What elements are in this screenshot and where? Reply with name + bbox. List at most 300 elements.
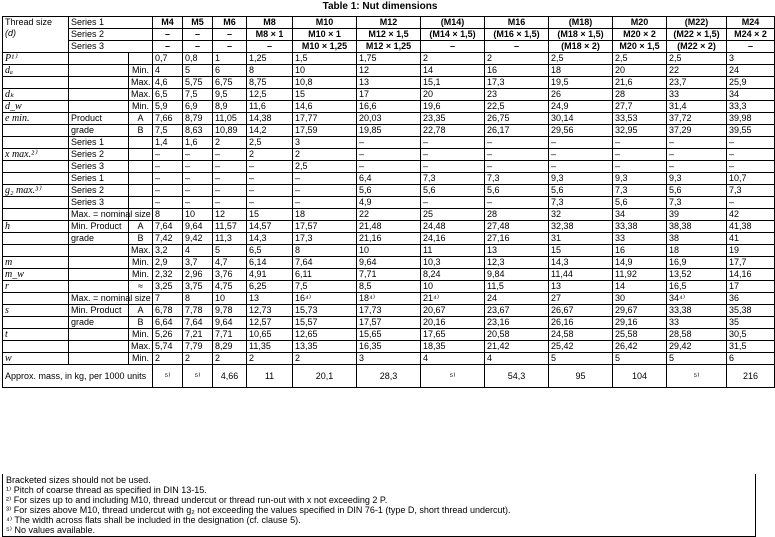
- value-cell: 34: [613, 209, 667, 221]
- row-symbol: [3, 341, 69, 353]
- value-cell: –: [213, 149, 247, 161]
- value-cell: 0,8: [183, 53, 213, 65]
- value-cell: 38: [667, 233, 727, 245]
- value-cell: 31,4: [667, 101, 727, 113]
- header-s1-cell: (M14): [421, 17, 485, 29]
- value-cell: –: [213, 185, 247, 197]
- value-cell: 7,3: [667, 197, 727, 209]
- row-sublabel: grade: [69, 125, 129, 137]
- row-sublabel: Series 2: [69, 149, 129, 161]
- value-cell: 41: [727, 233, 775, 245]
- row-symbol: [3, 77, 69, 89]
- value-cell: 24,48: [421, 221, 485, 233]
- value-cell: 3: [727, 53, 775, 65]
- table-row: [3, 197, 775, 209]
- value-cell: 9,3: [667, 173, 727, 185]
- row-limit: Min.: [129, 269, 153, 281]
- value-cell: 10: [293, 65, 357, 77]
- value-cell: 33,53: [613, 113, 667, 125]
- value-cell: 17,65: [421, 329, 485, 341]
- row-symbol: dₐ: [3, 65, 69, 77]
- value-cell: 10: [183, 209, 213, 221]
- value-cell: 33,38: [667, 305, 727, 317]
- header-s2-cell: –: [183, 29, 213, 41]
- value-cell: –: [153, 149, 183, 161]
- value-cell: 19,5: [549, 77, 613, 89]
- value-cell: 23: [485, 89, 549, 101]
- table-row: [3, 233, 775, 245]
- row-limit: [129, 173, 153, 185]
- value-cell: 24,9: [549, 101, 613, 113]
- value-cell: –: [247, 185, 293, 197]
- value-cell: 23,67: [485, 305, 549, 317]
- value-cell: –: [293, 197, 357, 209]
- value-cell: 4,6: [153, 77, 183, 89]
- value-cell: –: [153, 197, 183, 209]
- table-row: [3, 221, 775, 233]
- table-row: [3, 329, 775, 341]
- table-row: [3, 101, 775, 113]
- value-cell: 20,03: [357, 113, 421, 125]
- value-cell: 8,29: [213, 341, 247, 353]
- value-cell: 3,75: [183, 281, 213, 293]
- value-cell: 6: [727, 353, 775, 365]
- value-cell: 22: [357, 209, 421, 221]
- row-sublabel: Series 3: [69, 161, 129, 173]
- row-limit: [129, 137, 153, 149]
- value-cell: 2: [247, 353, 293, 365]
- thread-size-label: [3, 17, 69, 53]
- value-cell: 14,57: [247, 221, 293, 233]
- header-s1-cell: M12: [357, 17, 421, 29]
- header-s1-cell: (M18): [549, 17, 613, 29]
- value-cell: 33: [667, 89, 727, 101]
- value-cell: 1: [213, 53, 247, 65]
- value-cell: 4: [153, 65, 183, 77]
- header-row-series2: [3, 29, 775, 41]
- value-cell: 29,67: [613, 305, 667, 317]
- value-cell: 15,65: [357, 329, 421, 341]
- value-cell: 14,2: [247, 125, 293, 137]
- value-cell: 10: [357, 245, 421, 257]
- value-cell: 9,64: [213, 317, 247, 329]
- row-sublabel: [69, 65, 129, 77]
- value-cell: 33,38: [613, 221, 667, 233]
- row-symbol: g₂ max.³⁾: [3, 185, 69, 197]
- value-cell: 32,95: [613, 125, 667, 137]
- row-limit: A: [129, 305, 153, 317]
- mass-cell: 104: [613, 365, 667, 388]
- value-cell: 33: [667, 317, 727, 329]
- value-cell: –: [153, 185, 183, 197]
- value-cell: 13,35: [293, 341, 357, 353]
- value-cell: 6,9: [183, 101, 213, 113]
- mass-label: Approx. mass, in kg, per 1000 units: [3, 365, 153, 388]
- value-cell: 16: [485, 65, 549, 77]
- value-cell: 19,6: [421, 101, 485, 113]
- footnote-line: Bracketed sizes should not be used.: [6, 475, 151, 485]
- mass-cell: ⁵⁾: [183, 365, 213, 388]
- value-cell: 8,63: [183, 125, 213, 137]
- row-limit: A: [129, 113, 153, 125]
- value-cell: 30,14: [549, 113, 613, 125]
- value-cell: 5: [667, 353, 727, 365]
- value-cell: 5,26: [153, 329, 183, 341]
- header-s1-cell: M6: [213, 17, 247, 29]
- value-cell: 10: [421, 281, 485, 293]
- header-s3-cell: –: [421, 41, 485, 53]
- value-cell: 29,42: [667, 341, 727, 353]
- value-cell: –: [727, 137, 775, 149]
- value-cell: 9,78: [213, 305, 247, 317]
- value-cell: 10,65: [247, 329, 293, 341]
- row-sublabel: [69, 257, 129, 269]
- header-s1-cell: M20: [613, 17, 667, 29]
- value-cell: 14,6: [293, 101, 357, 113]
- value-cell: –: [667, 137, 727, 149]
- value-cell: 11,57: [213, 221, 247, 233]
- value-cell: 15: [293, 89, 357, 101]
- value-cell: 6,5: [153, 89, 183, 101]
- value-cell: 23,16: [485, 317, 549, 329]
- value-cell: 28,58: [667, 329, 727, 341]
- value-cell: 17,3: [293, 233, 357, 245]
- value-cell: 5: [549, 353, 613, 365]
- header-s1-cell: M5: [183, 17, 213, 29]
- row-sublabel: [69, 89, 129, 101]
- value-cell: 3,2: [153, 245, 183, 257]
- row-sublabel: [69, 53, 129, 65]
- value-cell: 32,38: [549, 221, 613, 233]
- value-cell: 10,8: [293, 77, 357, 89]
- value-cell: 4: [421, 353, 485, 365]
- value-cell: 15,73: [293, 305, 357, 317]
- value-cell: 10,89: [213, 125, 247, 137]
- value-cell: –: [485, 137, 549, 149]
- value-cell: 20,67: [421, 305, 485, 317]
- row-limit: Min.: [129, 65, 153, 77]
- value-cell: 25,42: [549, 341, 613, 353]
- value-cell: 24: [485, 293, 549, 305]
- value-cell: 16,35: [357, 341, 421, 353]
- value-cell: –: [421, 161, 485, 173]
- value-cell: –: [213, 197, 247, 209]
- value-cell: 8,9: [213, 101, 247, 113]
- value-cell: 24,58: [549, 329, 613, 341]
- header-s3-cell: –: [213, 41, 247, 53]
- value-cell: 13: [357, 77, 421, 89]
- row-sublabel: Series 3: [69, 197, 129, 209]
- value-cell: 11,44: [549, 269, 613, 281]
- value-cell: 7,21: [183, 329, 213, 341]
- footnote-line: ²⁾ For sizes up to and including M10, thread undercut or thread run-out with x not exceeding 2 P.: [6, 495, 388, 505]
- header-s3-cell: M12 × 1,25: [357, 41, 421, 53]
- value-cell: 26,67: [549, 305, 613, 317]
- value-cell: 15: [247, 209, 293, 221]
- row-sublabel: [69, 269, 129, 281]
- value-cell: –: [549, 149, 613, 161]
- value-cell: 17,57: [357, 317, 421, 329]
- value-cell: 5,6: [421, 185, 485, 197]
- table-row: [3, 281, 775, 293]
- value-cell: 9,64: [357, 257, 421, 269]
- row-limit: [129, 149, 153, 161]
- value-cell: –: [293, 173, 357, 185]
- value-cell: 9,5: [213, 89, 247, 101]
- value-cell: –: [213, 161, 247, 173]
- row-limit: Min.: [129, 101, 153, 113]
- header-row-series3: [3, 41, 775, 53]
- value-cell: 2: [421, 53, 485, 65]
- value-cell: 5,6: [549, 185, 613, 197]
- value-cell: 18: [549, 65, 613, 77]
- row-symbol: x max.²⁾: [3, 149, 69, 161]
- row-symbol: [3, 245, 69, 257]
- value-cell: 2: [485, 53, 549, 65]
- table-row: [3, 125, 775, 137]
- header-s2-cell: M20 × 2: [613, 29, 667, 41]
- value-cell: –: [613, 149, 667, 161]
- table-title: Table 1: Nut dimensions: [322, 1, 438, 12]
- value-cell: 9,84: [485, 269, 549, 281]
- value-cell: –: [213, 173, 247, 185]
- header-s1-cell: M24: [727, 17, 775, 29]
- value-cell: 32: [549, 209, 613, 221]
- nut-dimensions-table: [2, 16, 775, 388]
- value-cell: 2,5: [549, 53, 613, 65]
- header-row-series1: [3, 17, 775, 29]
- value-cell: 22,78: [421, 125, 485, 137]
- value-cell: 7,3: [421, 173, 485, 185]
- header-s3-cell: (M18 × 2): [549, 41, 613, 53]
- row-sublabel: Max. = nominal size: [69, 293, 129, 305]
- row-sublabel: Max. = nominal size: [69, 209, 129, 221]
- mass-cell: 4,66: [213, 365, 247, 388]
- row-symbol: P¹⁾: [3, 53, 69, 65]
- value-cell: 5,75: [183, 77, 213, 89]
- value-cell: 39,98: [727, 113, 775, 125]
- value-cell: 7,3: [485, 173, 549, 185]
- value-cell: –: [357, 137, 421, 149]
- header-s2-cell: M8 × 1: [247, 29, 293, 41]
- mass-cell: ⁵⁾: [667, 365, 727, 388]
- value-cell: –: [485, 161, 549, 173]
- value-cell: –: [727, 149, 775, 161]
- table-row: [3, 185, 775, 197]
- value-cell: 19,85: [357, 125, 421, 137]
- row-limit: ≈: [129, 281, 153, 293]
- row-sublabel: Product: [69, 113, 129, 125]
- footnote-line: ¹⁾ Pitch of coarse thread as specified in DIN 13-15.: [6, 485, 207, 495]
- value-cell: 9,64: [183, 221, 213, 233]
- row-sublabel: [69, 341, 129, 353]
- row-limit: A: [129, 221, 153, 233]
- row-sublabel: Min. Product: [69, 305, 129, 317]
- value-cell: 21,6: [613, 77, 667, 89]
- footnote-line: ⁵⁾ No values available.: [6, 525, 95, 535]
- value-cell: 16: [613, 245, 667, 257]
- table-row: [3, 317, 775, 329]
- value-cell: 6,75: [213, 77, 247, 89]
- value-cell: 2,96: [183, 269, 213, 281]
- value-cell: 14,3: [247, 233, 293, 245]
- value-cell: 4,91: [247, 269, 293, 281]
- value-cell: 23,35: [421, 113, 485, 125]
- value-cell: 14,3: [549, 257, 613, 269]
- row-limit: Max.: [129, 77, 153, 89]
- value-cell: –: [153, 173, 183, 185]
- value-cell: 7,5: [183, 89, 213, 101]
- table-row: [3, 113, 775, 125]
- table-row: [3, 89, 775, 101]
- row-sublabel: Series 2: [69, 185, 129, 197]
- row-symbol: s: [3, 305, 69, 317]
- value-cell: 15: [549, 245, 613, 257]
- value-cell: 1,75: [357, 53, 421, 65]
- value-cell: 20: [421, 89, 485, 101]
- row-limit: Min.: [129, 353, 153, 365]
- value-cell: 29,16: [613, 317, 667, 329]
- value-cell: 5,74: [153, 341, 183, 353]
- mass-cell: 54,3: [485, 365, 549, 388]
- row-sublabel: [69, 281, 129, 293]
- row-symbol: [3, 293, 69, 305]
- value-cell: 26,17: [485, 125, 549, 137]
- value-cell: 0,7: [153, 53, 183, 65]
- row-limit: B: [129, 233, 153, 245]
- row-limit: B: [129, 125, 153, 137]
- table-row: [3, 293, 775, 305]
- value-cell: –: [727, 161, 775, 173]
- value-cell: 7,5: [293, 281, 357, 293]
- value-cell: 1,4: [153, 137, 183, 149]
- value-cell: 14: [421, 65, 485, 77]
- value-cell: 5,6: [485, 185, 549, 197]
- value-cell: 38,38: [667, 221, 727, 233]
- row-limit: [129, 197, 153, 209]
- value-cell: 7,71: [357, 269, 421, 281]
- value-cell: 8,75: [247, 77, 293, 89]
- mass-cell: ⁵⁾: [421, 365, 485, 388]
- row-symbol: dₖ: [3, 89, 69, 101]
- row-symbol: r: [3, 281, 69, 293]
- value-cell: 4,75: [213, 281, 247, 293]
- row-symbol: [3, 197, 69, 209]
- value-cell: 39: [667, 209, 727, 221]
- row-symbol: [3, 137, 69, 149]
- value-cell: 25,58: [613, 329, 667, 341]
- row-symbol: [3, 161, 69, 173]
- value-cell: 2: [213, 137, 247, 149]
- mass-cell: 95: [549, 365, 613, 388]
- value-cell: 6,11: [293, 269, 357, 281]
- row-sublabel: grade: [69, 317, 129, 329]
- table-row: [3, 353, 775, 365]
- value-cell: 17,73: [357, 305, 421, 317]
- value-cell: 18,35: [421, 341, 485, 353]
- value-cell: 8: [153, 209, 183, 221]
- value-cell: 20,58: [485, 329, 549, 341]
- value-cell: 2: [247, 149, 293, 161]
- value-cell: 7,5: [153, 125, 183, 137]
- value-cell: –: [613, 137, 667, 149]
- value-cell: 17,77: [293, 113, 357, 125]
- value-cell: 2,5: [613, 53, 667, 65]
- value-cell: 5: [213, 245, 247, 257]
- table-row: [3, 77, 775, 89]
- value-cell: 4: [183, 245, 213, 257]
- value-cell: 15,1: [421, 77, 485, 89]
- table-row: [3, 245, 775, 257]
- value-cell: –: [727, 197, 775, 209]
- value-cell: 2,5: [293, 161, 357, 173]
- value-cell: 27,7: [613, 101, 667, 113]
- row-symbol: m_w: [3, 269, 69, 281]
- value-cell: 27,48: [485, 221, 549, 233]
- value-cell: 16,5: [667, 281, 727, 293]
- value-cell: 31,5: [727, 341, 775, 353]
- value-cell: 24,16: [421, 233, 485, 245]
- value-cell: 12: [357, 65, 421, 77]
- value-cell: 7,42: [153, 233, 183, 245]
- series2-label: Series 2: [69, 29, 153, 41]
- row-sublabel: [69, 101, 129, 113]
- header-s3-cell: –: [727, 41, 775, 53]
- row-limit: Min.: [129, 257, 153, 269]
- value-cell: 11,35: [247, 341, 293, 353]
- value-cell: 17,3: [485, 77, 549, 89]
- series1-label: Series 1: [69, 17, 153, 29]
- thread-size-text: Thread size: [5, 17, 53, 27]
- row-symbol: [3, 125, 69, 137]
- value-cell: 36: [727, 293, 775, 305]
- value-cell: 8,79: [183, 113, 213, 125]
- header-s2-cell: M24 × 2: [727, 29, 775, 41]
- value-cell: 25,9: [727, 77, 775, 89]
- value-cell: 15,57: [293, 317, 357, 329]
- value-cell: 11,3: [213, 233, 247, 245]
- table-row: [3, 53, 775, 65]
- row-symbol: d_w: [3, 101, 69, 113]
- value-cell: 35: [727, 317, 775, 329]
- table-row: [3, 305, 775, 317]
- value-cell: 1,25: [247, 53, 293, 65]
- value-cell: 42: [727, 209, 775, 221]
- mass-row: [3, 365, 775, 388]
- value-cell: 8: [293, 245, 357, 257]
- value-cell: –: [183, 197, 213, 209]
- header-s2-cell: (M14 × 1,5): [421, 29, 485, 41]
- value-cell: 6,64: [153, 317, 183, 329]
- value-cell: 7,78: [183, 305, 213, 317]
- value-cell: 7,79: [183, 341, 213, 353]
- thread-size-d: (d): [5, 28, 16, 38]
- row-sublabel: Series 1: [69, 137, 129, 149]
- value-cell: 18⁴⁾: [357, 293, 421, 305]
- header-s2-cell: (M22 × 1,5): [667, 29, 727, 41]
- value-cell: 14: [613, 281, 667, 293]
- value-cell: 5,9: [153, 101, 183, 113]
- value-cell: 17,7: [727, 257, 775, 269]
- value-cell: 7,3: [613, 185, 667, 197]
- value-cell: 25: [421, 209, 485, 221]
- value-cell: 28: [613, 89, 667, 101]
- header-s3-cell: M10 × 1,25: [293, 41, 357, 53]
- value-cell: 13: [549, 281, 613, 293]
- table-row: [3, 149, 775, 161]
- value-cell: 39,55: [727, 125, 775, 137]
- value-cell: 2: [153, 353, 183, 365]
